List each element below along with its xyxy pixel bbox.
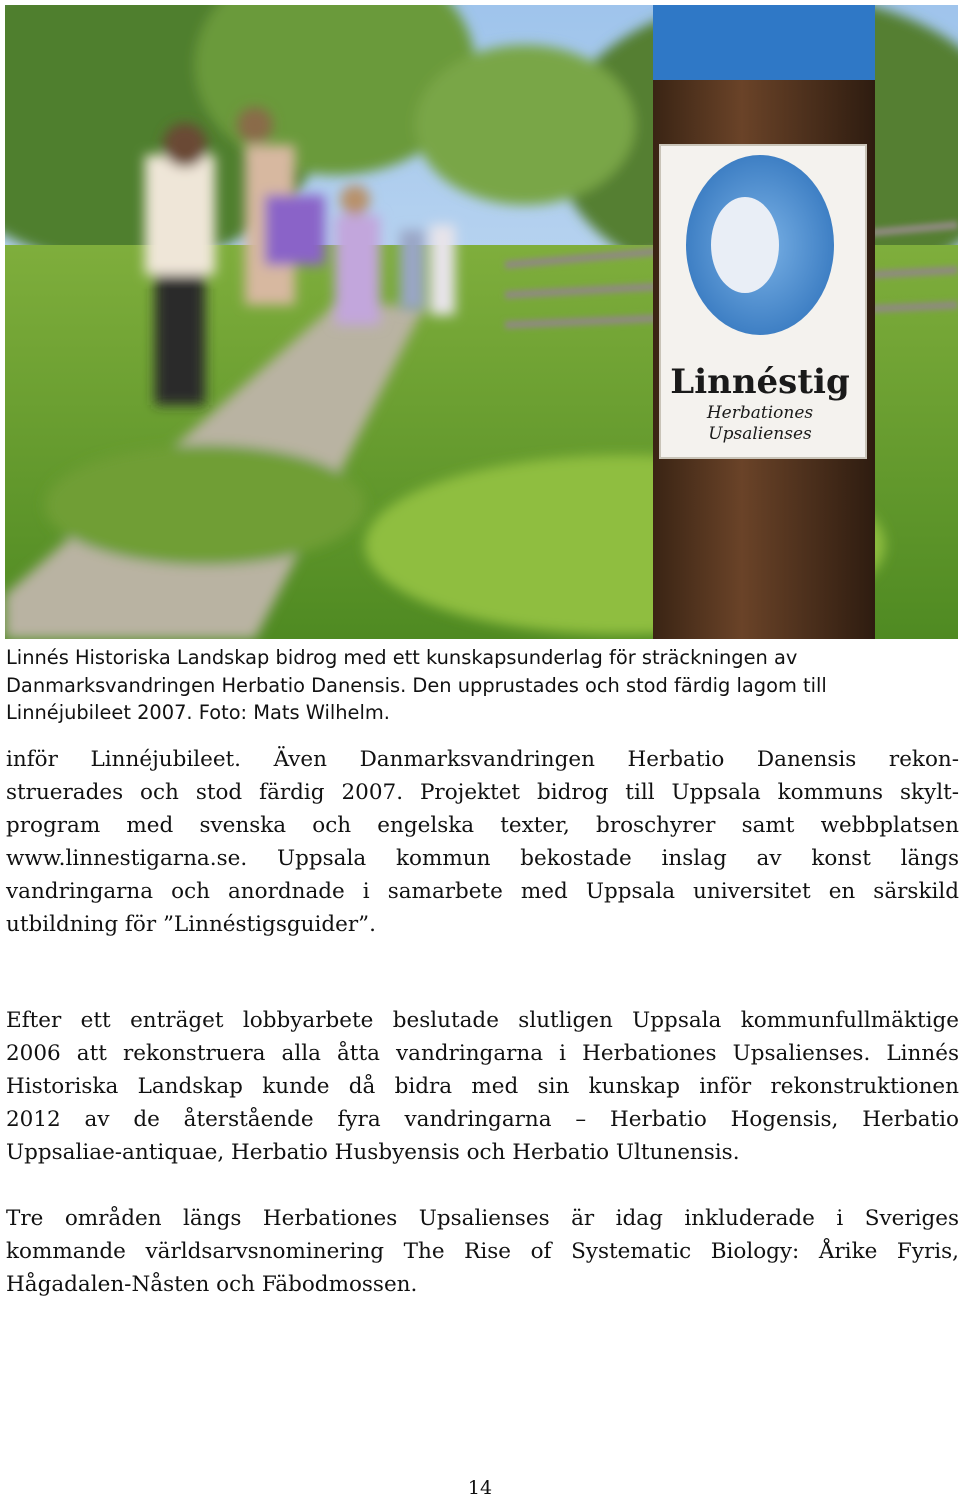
text-line: Tre områden längs Herbationes Upsalienses är idag inkluderade i Sveriges xyxy=(6,1206,959,1231)
text-line: kommande världsarvsnominering The Rise of Systematic Biology: Årike Fyris, xyxy=(6,1239,959,1264)
sign-subtitle-1: Herbationes xyxy=(706,403,814,423)
text-line: 2006 att rekonstruera alla åtta vandringarna i Herbationes Upsalienses. Linnés xyxy=(6,1041,959,1066)
paragraph-2 xyxy=(6,1004,959,1169)
sign-title: Linnéstig xyxy=(670,362,850,402)
page-number: 14 xyxy=(467,1477,493,1499)
text-line: Uppsaliae-antiquae, Herbatio Husbyensis och Herbatio Ultunensis. xyxy=(6,1140,740,1165)
text-line: Hågadalen-Nåsten och Fäbodmossen. xyxy=(6,1272,418,1297)
text-line: vandringarna och anordnade i samarbete med Uppsala universitet en särskild xyxy=(6,879,959,904)
text-line: inför Linnéjubileet. Även Danmarksvandringen Herbatio Danensis rekon- xyxy=(6,747,959,772)
text-line: struerades och stod färdig 2007. Projektet bidrog till Uppsala kommuns skylt- xyxy=(6,780,959,805)
text-line: program med svenska och engelska texter, broschyrer samt webbplatsen xyxy=(6,813,959,838)
paragraph-3 xyxy=(6,1202,959,1301)
sign-subtitle-2: Upsalienses xyxy=(708,424,812,444)
caption-line: Linnéjubileet 2007. Foto: Mats Wilhelm. xyxy=(6,701,390,724)
text-line: utbildning för ”Linnéstigsguider”. xyxy=(6,912,376,937)
trail-photo xyxy=(5,5,958,639)
paragraph-1 xyxy=(6,743,959,941)
text-line: Historiska Landskap kunde då bidra med sin kunskap inför rekonstruktionen xyxy=(6,1074,959,1099)
text-line: www.linnestigarna.se. Uppsala kommun bekostade inslag av konst längs xyxy=(6,846,959,871)
caption-line: Danmarksvandringen Herbatio Danensis. Den upprustades och stod färdig lagom till xyxy=(6,673,827,697)
photo-caption xyxy=(6,644,906,727)
text-line: Efter ett enträget lobbyarbete beslutade slutligen Uppsala kommunfullmäktige xyxy=(6,1008,959,1033)
text-line: 2012 av de återstående fyra vandringarna – Herbatio Hogensis, Herbatio xyxy=(6,1107,959,1132)
caption-line: Linnés Historiska Landskap bidrog med ett kunskapsunderlag för sträckningen av xyxy=(6,646,798,669)
